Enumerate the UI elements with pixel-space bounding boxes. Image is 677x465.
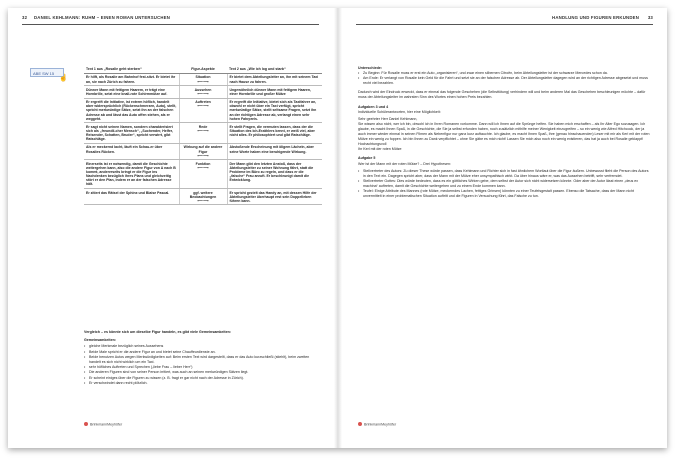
table-cell: Einerseits ist er notwendig, damit die Geschichte weitergehen kann, also die andere Figur von A nach B kommt, andererseits bringt er die Figur ins Nachdenken bezüglich ihres Plans und gleichzeitig stört er den Plan, indem er an der falschen Adresse hält. bbox=[84, 160, 179, 189]
aspect-label: Situation bbox=[195, 75, 211, 80]
list-item: • Er scheint einiges über die Figuren zu wissen (z. B. fragt er gar nicht nach der Adresse in Zürich). bbox=[84, 376, 322, 381]
list-item: • Beide benutzen Autos wegen Merkwürdigkeiten auf: Beim ersten Text wird dargestellt, dass er das Auto kurzschließt (stiehlt), beim zweiten handelt es sich nicht wirklich um ein Taxi. bbox=[84, 355, 322, 365]
column-header: Text 1 aus „Rosalie geht sterben“ bbox=[84, 66, 179, 73]
double-arrow-icon: ⟵⟶ bbox=[197, 78, 209, 84]
double-arrow-icon: ⟵⟶ bbox=[197, 164, 209, 170]
table-cell: Er ergreift die Initiative, bietet sich als Taxifahrer an, obwohl er nicht über ein Taxi verfügt, spricht merkwürdige Sätze, stellt seltsame Fragen, setzt ihn an der richtigen Adresse ab, verlangt einen sehr hohen Fahrpreis. bbox=[227, 98, 322, 123]
table-cell: Abstoßende Erscheinung mit öligem Lächeln, aber seine Worte haben eine beruhigende Wirkung. bbox=[227, 143, 322, 159]
table-row bbox=[84, 73, 322, 85]
right-footer bbox=[358, 422, 396, 426]
left-page-header bbox=[8, 13, 337, 25]
aspect-cell bbox=[179, 98, 227, 123]
table-cell: Ungewöhnlich dünner Mann mit fettigem Haaren, einer Hornbrille und großer Mütze bbox=[227, 86, 322, 98]
double-arrow-icon: ⟵⟶ bbox=[197, 197, 209, 203]
table-cell: Der Mann gibt den letzten Anstoß, dass der Abteilungsleiter zu seiner Wohnung fährt, statt die Probleme im Büro zu regeln, und dass er die „falsche“ Frau anruft. Er beschleunigt damit die Entwicklung. bbox=[227, 160, 322, 189]
publisher-logo-icon bbox=[358, 422, 362, 426]
list-item: • Stellvertreter Gottes: Dies würde bedeuten, dass es ein göttliches Wirken gebe, dem selbst der Autor sich nicht widersetzen könnte. Oder aber der Autor lässt einen „deus ex machina“ auftreten, damit die Geschichte weitergehen und zu einem Ende kommen kann. bbox=[358, 179, 650, 189]
table-row bbox=[84, 143, 322, 159]
table-cell: Dünner Mann mit fettigem Haarem, er trägt eine Hornbrille, setzt eine knall-rote Schirmmütze auf. bbox=[84, 86, 179, 98]
table-cell: Er bietet dem Abteilungsleiter an, ihn mit seinem Taxi nach Hause zu fahren. bbox=[227, 73, 322, 85]
right-page-header bbox=[338, 13, 667, 25]
book-spread bbox=[8, 8, 667, 448]
letter-body: Sie wissen also nicht, wer ich bin, obwohl ich in Ihren Romanen vorkomme. Dann will ich Ihnen auf die Sprünge helfen. Sie haben mich erschaffen – als Ihr Alter Ego sozusagen. Ich glaube, es macht Ihnen Spaß, in die Geschichte, die Sie ja selbst erfunden haben, noch zusätzlich mithilfe meiner Wenigkeit einzugreifen – so ein wenig wie Alfred Hitchcock, der ja auch immer wieder einmal in seinen Filmen als Nebenfigur nur ganz kurz auftauchte. Ich glaube, es macht Ihnen Spaß, Ihre (genau hinschauenden) Leser mit mir als Kerl mit der roten Mütze ein wenig zu foppen. Ich bin Ihnen zu Dank verpflichtet – ohne Sie gäbe es mich nicht! Lassen Sie mich also noch ein wenig existieren, das hat ja auch bei Rosalie geklappt! bbox=[358, 121, 650, 142]
right-page-body bbox=[358, 66, 650, 203]
publisher-name: BrinkmannMeyhöfer bbox=[364, 422, 397, 426]
aspect-label: Aussehen bbox=[194, 87, 212, 92]
table-header-row bbox=[84, 66, 322, 73]
table-cell: Er zitiert das Rätsel der Sphinx und Blaise Pascal. bbox=[84, 188, 179, 204]
common-heading: Gemeinsamkeiten: bbox=[84, 338, 116, 343]
letter-closing: Hochachtungsvoll bbox=[358, 142, 387, 147]
aspect-label: Wirkung auf die andere Figur bbox=[183, 145, 223, 154]
header-rule bbox=[356, 24, 653, 25]
table-cell: Er hilft, als Rosalie am Bahnhof fest-sitzt. Er bietet ihr an, sie nach Zürich zu fahren. bbox=[84, 73, 179, 85]
comparison-lead: Vergleich – es könnte sich um dieselbe Figur handeln, es gibt viele Gemeinsamkeiten: bbox=[84, 330, 231, 334]
table-cell: Er spricht gezielt das Handy an, mit dessen Hilfe der Abteilungsleiter überhaupt erst sein Doppelleben führen kann. bbox=[227, 188, 322, 204]
table-cell: Er stellt Fragen, die vermuten lassen, dass der die Situation des Ich-Erzählers kennt, er weiß viel, aber nicht alles. Er philosophiert und gibt Ratschläge. bbox=[227, 123, 322, 144]
publisher-logo-icon bbox=[84, 422, 88, 426]
aspect-cell bbox=[179, 86, 227, 98]
aspect-label: ggf. weitere Beobachtungen bbox=[189, 190, 217, 199]
running-title: HANDLUNG UND FIGUREN ERKUNDEN bbox=[552, 15, 639, 20]
aspect-cell bbox=[179, 123, 227, 144]
worksheet-tag-label: ABE SW 15 bbox=[33, 70, 55, 76]
double-arrow-icon: ⟵⟶ bbox=[197, 127, 209, 133]
letter-salutation: Sehr geehrter Herr Daniel Kehlmann, bbox=[358, 116, 418, 121]
header-rule bbox=[22, 24, 319, 25]
list-item: • Teufel: Einige Attribute des Mannes (rote Mütze, meckerndes Lachen, fettiges Grinsen) könnten zu einer Teufelsgestalt passen. Ebenso die Tatsache, dass der Mann nicht unvermittelt in einer problematischen Situation auftritt und die Figuren in Versuchung führt, das Falsche zu tun. bbox=[358, 189, 650, 199]
hypotheses-list bbox=[358, 169, 650, 200]
task-heading: Aufgabe 5 bbox=[358, 156, 376, 161]
aspect-cell bbox=[179, 188, 227, 204]
table-cell: Als er meckernd lacht, läuft ein Schau-er über Rosalies Rücken. bbox=[84, 143, 179, 159]
comparison-table bbox=[84, 66, 322, 205]
table-cell: Er ergreift die Initiative, ist extrem höflich, handelt aber widersprüchlich (Rückenschmerzen, Auto), stellt, spricht merkwürdige Sätze, setzt ihn an der falschen Adresse ab und lässt das Auto offen stehen, als er weggeht. bbox=[84, 98, 179, 123]
worksheet-tag[interactable] bbox=[30, 68, 68, 82]
table-row bbox=[84, 123, 322, 144]
task-subtitle: Wer ist der Mann mit der roten Mütze? – Drei Hypothesen: bbox=[358, 161, 452, 166]
column-header: Figur-Aspekte bbox=[179, 66, 227, 73]
double-arrow-icon: ⟵⟶ bbox=[197, 103, 209, 109]
list-item: • Die anderen Figuren sind von seiner Person irritiert, was auch an seinen merkwürdigen Sätzen liegt. bbox=[84, 370, 322, 375]
list-item: • Er verschwindet dann recht plötzlich. bbox=[84, 381, 322, 386]
list-item: • Beide Male spricht er die andere Figur an und bietet seine Chauffeurdienste an. bbox=[84, 350, 322, 355]
double-arrow-icon: ⟵⟶ bbox=[197, 90, 209, 96]
list-item: • Stellvertreter des Autors: Zu dieser These würde passen, dass Kehlmann und Richter sich in fast ähnlichem Wortlaut über die Figur äußern. Unbewusst flieht die Person des Autors in den Text ein. Dagegen spricht aber, dass der Mann mit der Mütze eher unsympathisch wirkt. Da über hinaus wäre er, was das Aussehen betrifft, sehr verfremdet. bbox=[358, 169, 650, 179]
publisher-name: BrinkmannMeyhöfer bbox=[90, 422, 123, 426]
list-item: • Zu Beginn: Für Rosalie muss er erst ein Auto „organisieren“, und zwar einen silbernen Citroën, beim Abteilungsleiter ist der schwarze Mercedes schon da. bbox=[358, 71, 650, 76]
list-item: • Am Ende: Er verlangt von Rosalie kein Geld für die Fahrt und setzt sie an der falschen Adresse ab. Der Abteilungsleiter dagegen wird an der richtigen Adresse abgesetzt und muss recht viel bezahlen. bbox=[358, 76, 650, 86]
aspect-cell bbox=[179, 143, 227, 159]
list-item: • sehr höfliches Auftreten und Sprechen („liebe Frau – lieber Herr“) bbox=[84, 365, 322, 370]
common-list bbox=[84, 344, 322, 386]
differences-heading: Unterschiede: bbox=[358, 66, 382, 70]
aspect-label: Rede bbox=[198, 124, 208, 129]
differences-list bbox=[358, 71, 650, 86]
column-header: Text 2 aus „Wie ich log und starb“ bbox=[227, 66, 322, 73]
running-title: DANIEL KEHLMANN: RUHM – EINEN ROMAN UNTERSUCHEN bbox=[34, 15, 171, 20]
table-row bbox=[84, 86, 322, 98]
book-gutter bbox=[334, 8, 342, 448]
table-row bbox=[84, 188, 322, 204]
aspect-label: Auftreten bbox=[195, 100, 211, 105]
list-item: • gleiche Merkmale bezüglich seines Aussehens bbox=[84, 344, 322, 349]
left-footer bbox=[84, 422, 122, 426]
differences-paragraph: Dadurch wird der Eindruck erweckt, dass er einmal das folgende Geschehen (die Selbsttötung) verhindern will und beim anderen Mal das Geschehen beschleunigen möchte – dafür muss der Abteilungsleiter im wahrsten Sinn des Wortes einen hohen Preis bezahlen. bbox=[358, 90, 646, 100]
table-row bbox=[84, 160, 322, 189]
comparison-section bbox=[84, 330, 322, 386]
letter-signature: Ihr Kerl mit der roten Mütze bbox=[358, 147, 402, 152]
pointer-hand-icon: ☝ bbox=[59, 75, 68, 82]
left-page bbox=[8, 8, 337, 448]
right-page bbox=[338, 8, 667, 448]
page-number: 32 bbox=[22, 15, 28, 20]
aspect-label: Funktion bbox=[195, 161, 211, 166]
aspect-cell bbox=[179, 160, 227, 189]
task-subtitle: Individuelle Schülerantworten, hier eine Möglichkeit: bbox=[358, 109, 441, 114]
page-number: 33 bbox=[647, 15, 653, 20]
double-arrow-icon: ⟵⟶ bbox=[197, 152, 209, 158]
table-cell: Er sagt nicht seinen Namen, sondern charakterisiert sich als „freundli-cher Mensch“, „Suchender, Helfer, Reisender, Schatten, Bruder“, spricht verwirrt, gibt Ratschläge. bbox=[84, 123, 179, 144]
aspect-cell bbox=[179, 73, 227, 85]
table-row bbox=[84, 98, 322, 123]
task-heading: Aufgaben 3 und 4 bbox=[358, 104, 389, 109]
